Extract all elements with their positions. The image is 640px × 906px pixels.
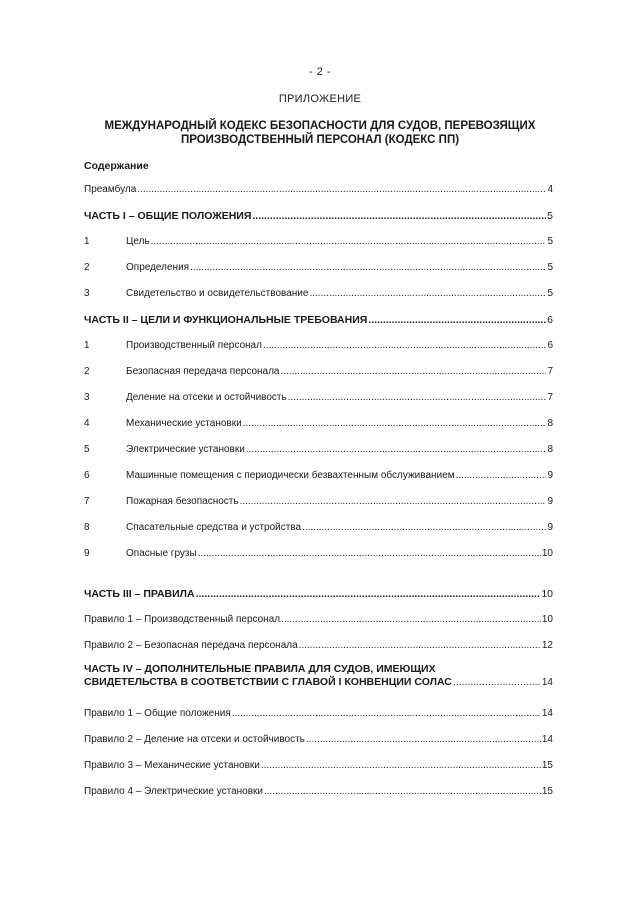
toc-entry[interactable] — [84, 314, 553, 326]
toc-entry[interactable] — [84, 786, 553, 798]
toc-entry[interactable] — [84, 418, 553, 430]
toc-entry[interactable] — [84, 392, 553, 404]
toc-entry-page: 6 — [547, 314, 553, 326]
toc-leader — [281, 366, 547, 378]
toc-entry-number: 2 — [84, 366, 90, 377]
page-number: - 2 - — [308, 66, 332, 78]
toc-entry-text: Опасные грузы — [126, 548, 197, 559]
toc-entry-part-4[interactable] — [84, 663, 553, 689]
toc-entry-number: 9 — [84, 548, 90, 559]
toc-entry-page: 5 — [547, 210, 553, 222]
toc-entry[interactable] — [84, 236, 553, 248]
toc-entry-number: 4 — [84, 418, 90, 429]
toc-entry[interactable] — [84, 640, 553, 652]
toc-part4-line-2-row — [84, 676, 553, 689]
toc-entry-text: Преамбула — [84, 184, 137, 195]
toc-entry-page: 9 — [547, 496, 553, 507]
toc-entry-text: Правило 1 – Общие положения — [84, 708, 231, 719]
toc-entry-page: 8 — [547, 444, 553, 455]
toc-entry-text: Свидетельство и освидетельствование — [126, 288, 309, 299]
toc-entry[interactable] — [84, 366, 553, 378]
toc-entry-text: Деление на отсеки и остойчивость — [126, 392, 287, 403]
toc-part4-line-1: ЧАСТЬ IV – ДОПОЛНИТЕЛЬНЫЕ ПРАВИЛА ДЛЯ СУДОВ, ИМЕЮЩИХ — [84, 663, 436, 675]
toc-entry-page: 10 — [541, 548, 553, 559]
toc-entry-page: 4 — [547, 184, 553, 195]
toc-leader — [368, 314, 546, 326]
toc-entry-number: 8 — [84, 522, 90, 533]
toc-entry-number: 2 — [84, 262, 90, 273]
toc-leader — [453, 676, 541, 689]
toc-leader — [306, 734, 541, 746]
toc-entry-page: 9 — [547, 522, 553, 533]
toc-entry-text: Правило 3 – Механические установки — [84, 760, 260, 771]
toc-entry-page: 10 — [541, 614, 553, 625]
toc-entry-text: Механические установки — [126, 418, 242, 429]
toc-entry[interactable] — [84, 470, 553, 482]
toc-entry[interactable] — [84, 262, 553, 274]
toc-entry-text: Спасательные средства и устройства — [126, 522, 302, 533]
toc-entry-page: 12 — [541, 640, 553, 651]
toc-entry-text: Правило 4 – Электрические установки — [84, 786, 263, 797]
toc-entry-number: 3 — [84, 392, 90, 403]
toc-entry-number: 1 — [84, 340, 90, 351]
toc-entry-text: Безопасная передача персонала — [126, 366, 280, 377]
toc-leader — [309, 288, 546, 300]
toc-entry-page: 5 — [547, 236, 553, 247]
toc-entry-text: Определения — [126, 262, 190, 273]
toc-leader — [246, 444, 547, 456]
toc-leader — [243, 418, 547, 430]
toc-entry[interactable] — [84, 588, 553, 600]
toc-entry-page: 15 — [541, 760, 553, 771]
toc-entry-page: 15 — [541, 786, 553, 797]
toc-entry-page: 14 — [541, 708, 553, 719]
toc-entry-text: Машинные помещения с периодически безвахтенным обслуживанием — [126, 470, 455, 481]
toc-entry[interactable] — [84, 496, 553, 508]
toc-entry-text: Пожарная безопасность — [126, 496, 239, 507]
toc-leader — [252, 210, 546, 222]
toc-leader — [302, 522, 546, 534]
toc-entry-page: 6 — [547, 340, 553, 351]
toc-entry-page: 14 — [541, 677, 553, 688]
toc-entry-page: 7 — [547, 392, 553, 403]
toc-entry[interactable] — [84, 184, 553, 196]
toc-entry-text: Правило 2 – Безопасная передача персонала — [84, 640, 298, 651]
toc-leader — [240, 496, 547, 508]
toc-entry-page: 14 — [541, 734, 553, 745]
title-line-2: ПРОИЗВОДСТВЕННЫЙ ПЕРСОНАЛ (КОДЕКС ПП) — [180, 134, 460, 146]
toc-entry-text: Производственный персонал — [126, 340, 262, 351]
toc-entry-page: 10 — [541, 588, 553, 600]
toc-entry-number: 3 — [84, 288, 90, 299]
contents-heading: Содержание — [84, 160, 149, 172]
toc-leader — [456, 470, 547, 482]
toc-leader — [232, 708, 541, 720]
toc-leader — [264, 786, 541, 798]
toc-leader — [190, 262, 546, 274]
toc-entry[interactable] — [84, 340, 553, 352]
toc-entry[interactable] — [84, 288, 553, 300]
toc-entry-text: ЧАСТЬ I – ОБЩИЕ ПОЛОЖЕНИЯ — [84, 210, 252, 222]
toc-entry-text: Правило 2 – Деление на отсеки и остойчивость — [84, 734, 305, 745]
toc-entry[interactable] — [84, 548, 553, 560]
toc-leader — [281, 614, 541, 626]
toc-entry[interactable] — [84, 708, 553, 720]
toc-entry[interactable] — [84, 210, 553, 222]
toc-entry-number: 6 — [84, 470, 90, 481]
toc-entry-number: 5 — [84, 444, 90, 455]
toc-entry-text: Правило 1 – Производственный персонал — [84, 614, 281, 625]
toc-leader — [198, 548, 541, 560]
toc-entry-number: 1 — [84, 236, 90, 247]
toc-entry[interactable] — [84, 760, 553, 772]
toc-leader — [263, 340, 547, 352]
toc-entry[interactable] — [84, 444, 553, 456]
toc-entry-page: 7 — [547, 366, 553, 377]
title-line-1: МЕЖДУНАРОДНЫЙ КОДЕКС БЕЗОПАСНОСТИ ДЛЯ СУДОВ, ПЕРЕВОЗЯЩИХ — [104, 120, 536, 132]
toc-part4-line-2: СВИДЕТЕЛЬСТВА В СООТВЕТСТВИИ С ГЛАВОЙ I КОНВЕНЦИИ СОЛАС — [84, 676, 452, 688]
toc-entry[interactable] — [84, 734, 553, 746]
toc-leader — [261, 760, 541, 772]
toc-leader — [196, 588, 541, 600]
toc-entry-text: ЧАСТЬ III – ПРАВИЛА — [84, 588, 195, 600]
toc-entry-page: 5 — [547, 262, 553, 273]
toc-entry-text: Цель — [126, 236, 150, 247]
toc-entry-text: Электрические установки — [126, 444, 245, 455]
toc-entry-text: ЧАСТЬ II – ЦЕЛИ И ФУНКЦИОНАЛЬНЫЕ ТРЕБОВАНИЯ — [84, 314, 368, 326]
toc-entry-number: 7 — [84, 496, 90, 507]
annex-label: ПРИЛОЖЕНИЕ — [278, 93, 362, 105]
toc-entry-page: 5 — [547, 288, 553, 299]
toc-leader — [137, 184, 546, 196]
toc-entry[interactable] — [84, 522, 553, 534]
toc-entry[interactable] — [84, 614, 553, 626]
toc-leader — [288, 392, 547, 404]
toc-entry-page: 8 — [547, 418, 553, 429]
toc-entry-page: 9 — [547, 470, 553, 481]
toc-leader — [299, 640, 541, 652]
toc-leader — [151, 236, 547, 248]
